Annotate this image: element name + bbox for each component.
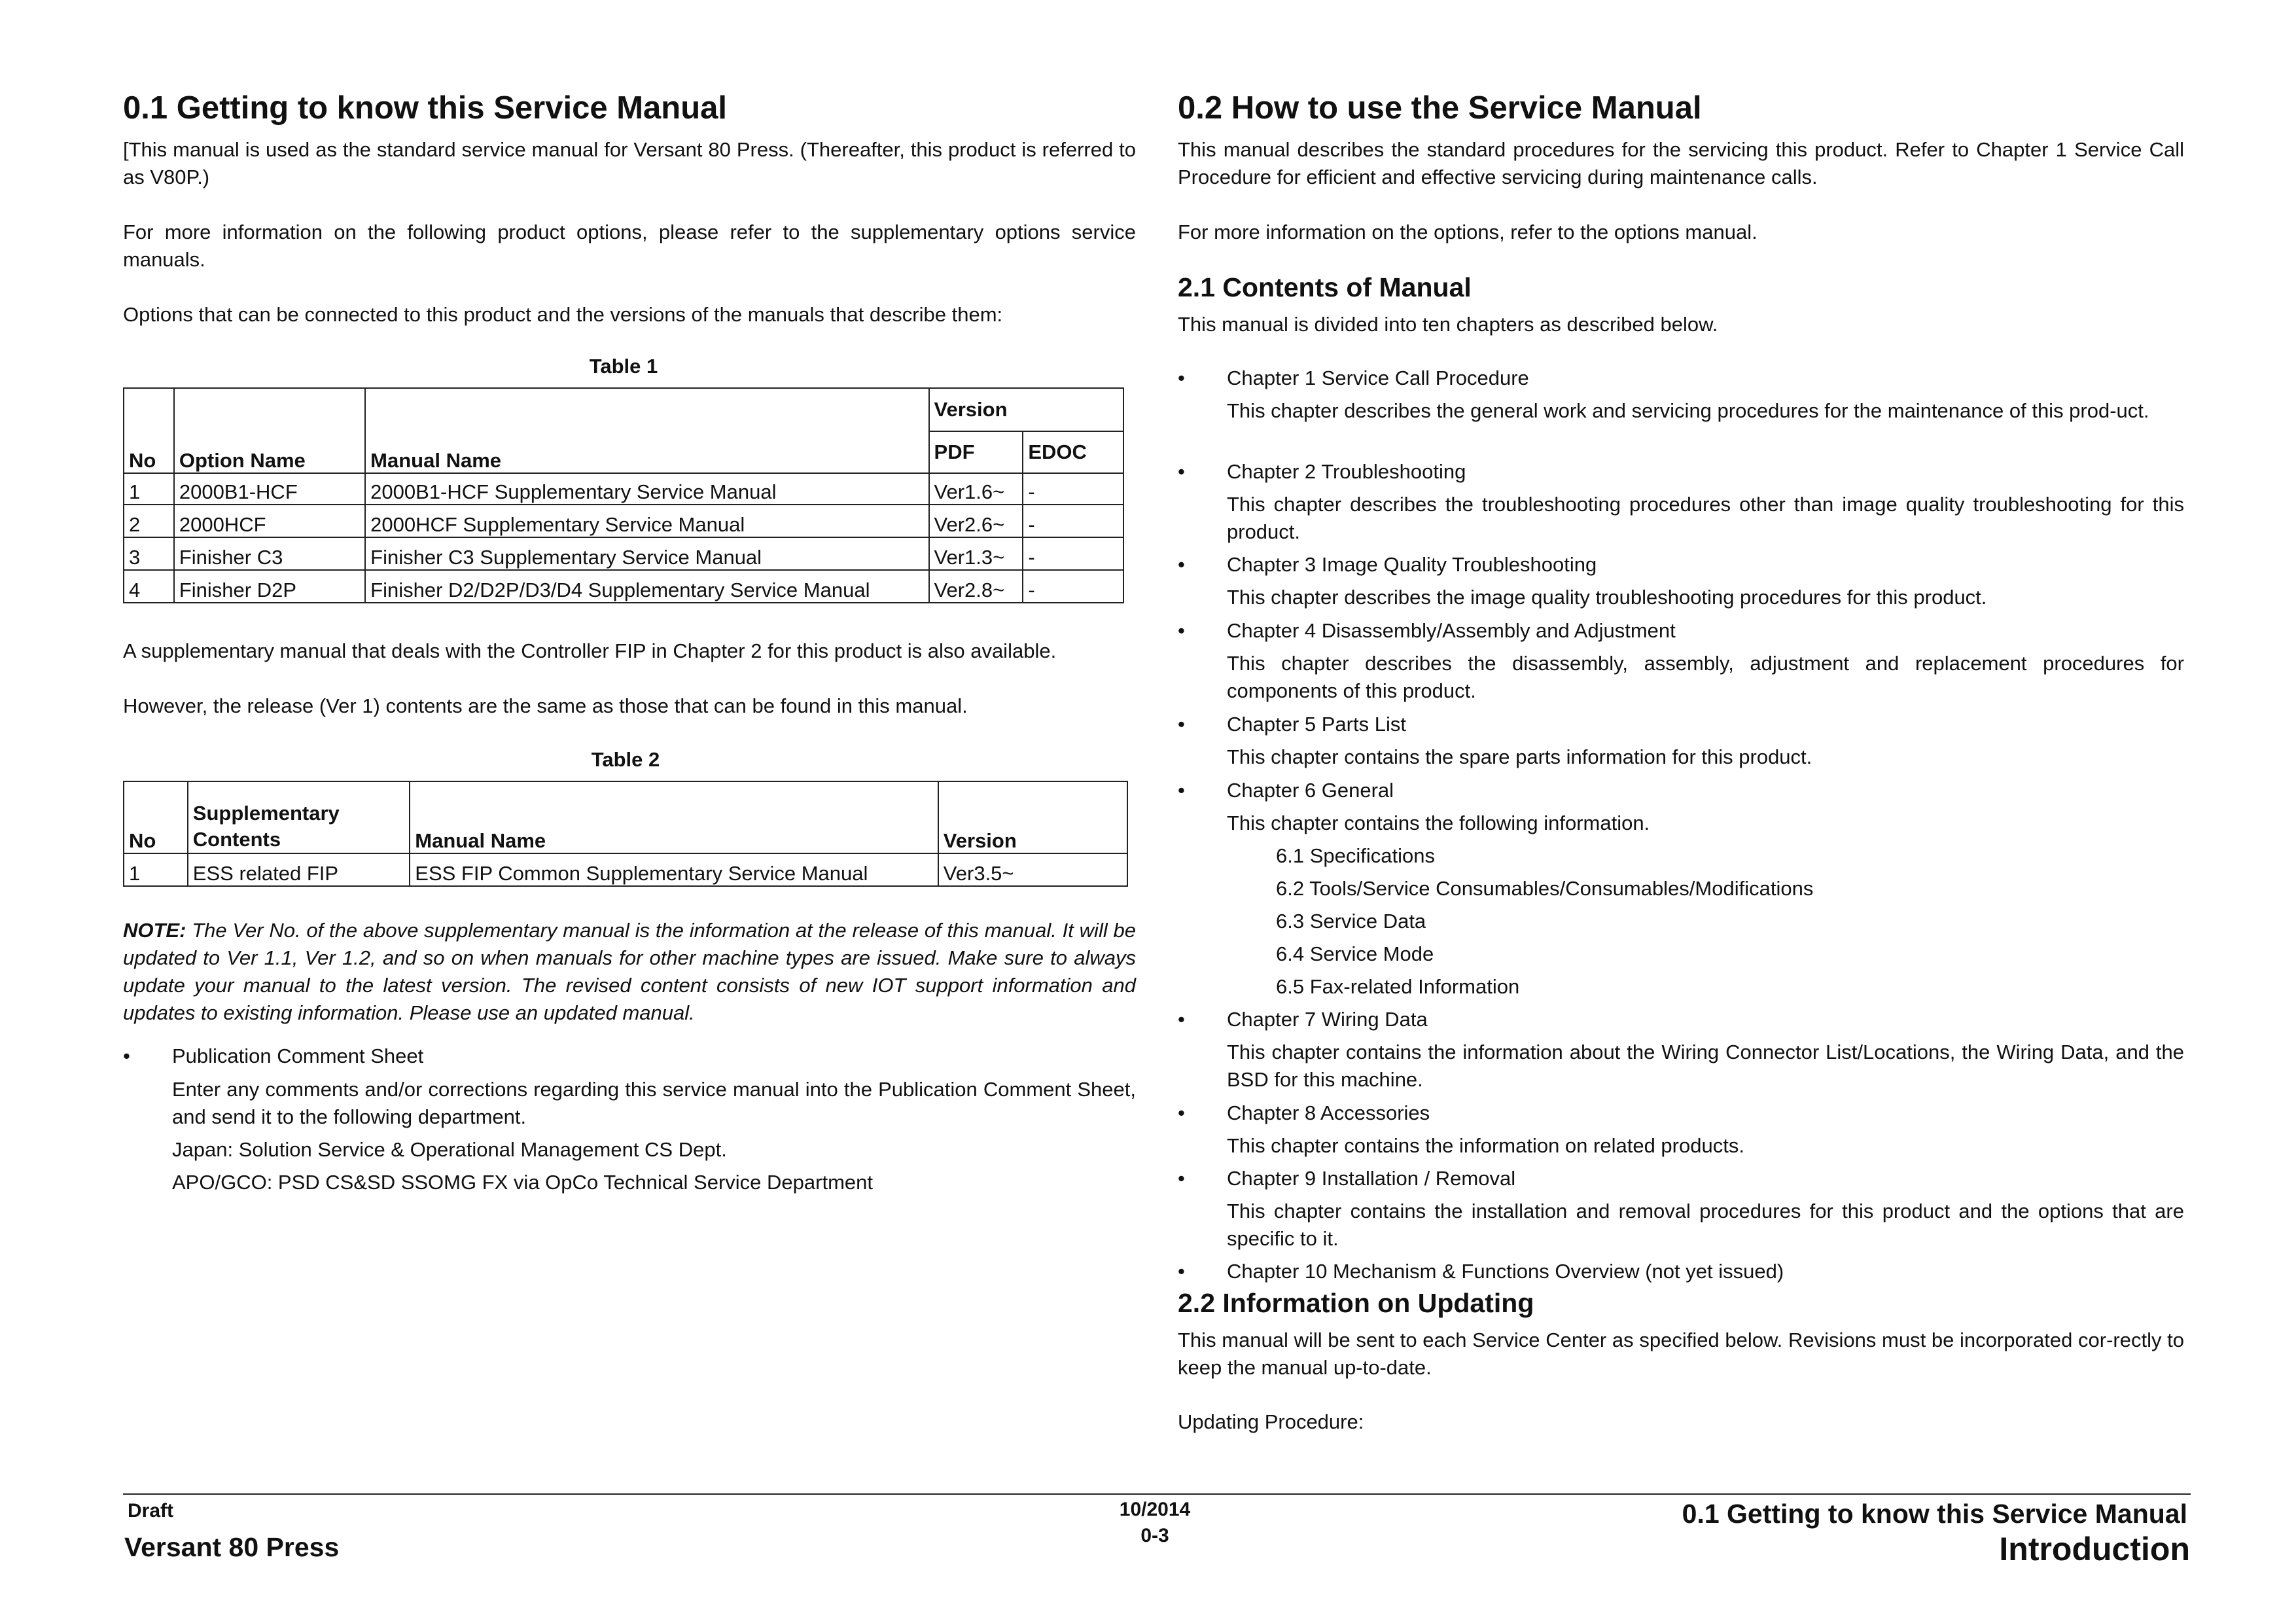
chapter-4-item bbox=[1178, 617, 1676, 645]
cell-manual: Finisher C3 Supplementary Service Manual bbox=[365, 537, 928, 570]
cell-pdf: Ver1.3~ bbox=[929, 537, 1023, 570]
col-header-contents-line1: Supplementary bbox=[192, 802, 340, 825]
col-header-manual: Manual Name bbox=[365, 388, 928, 473]
ch6-item: 6.1 Specifications bbox=[1276, 844, 1435, 867]
note-text: The Ver No. of the above supplementary manual is the information at the release of this manual. It will be updated to Ver 1.1, Ver 1.2, and so on when manuals for other machine types are issued. Make sure to always update your manual to the latest version. The revised content consists of new IOT support information and updates to existing information. Please use an updated manual. bbox=[123, 919, 1136, 1024]
bullet-dot: • bbox=[1178, 779, 1185, 802]
cell-edoc: - bbox=[1023, 505, 1123, 537]
chapter-3-item bbox=[1178, 551, 1597, 579]
bullet-apo: APO/GCO: PSD CS&SD SSOMG FX via OpCo Technical Service Department bbox=[172, 1171, 873, 1194]
chapter-7-desc: This chapter contains the information about the Wiring Connector List/Locations, the Wiring Data, and the BSD for this machine. bbox=[1227, 1041, 2184, 1091]
ch6-item: 6.5 Fax-related Information bbox=[1276, 975, 1520, 998]
chapter-10-item bbox=[1178, 1258, 1784, 1285]
chapter-2-item bbox=[1178, 458, 1466, 486]
chapter-6-desc: This chapter contains the following information. bbox=[1227, 812, 1650, 834]
chapter-5-desc: This chapter contains the spare parts information for this product. bbox=[1227, 745, 1812, 768]
cell-pdf: Ver2.6~ bbox=[929, 505, 1023, 537]
chapter-title: Chapter 4 Disassembly/Assembly and Adjustment bbox=[1227, 619, 1676, 642]
bullet-dot: • bbox=[1178, 1260, 1185, 1283]
col-header-version: Version bbox=[929, 388, 1123, 431]
table-row bbox=[124, 505, 1123, 537]
cell-manual: 2000B1-HCF Supplementary Service Manual bbox=[365, 473, 928, 505]
updating-procedure-label: Updating Procedure: bbox=[1178, 1410, 1364, 1433]
col-header-contents bbox=[188, 781, 410, 853]
chapter-6-item bbox=[1178, 777, 1394, 804]
col-header-no: No bbox=[124, 388, 174, 473]
bullet-dot: • bbox=[1178, 1101, 1185, 1124]
options-table bbox=[123, 387, 1124, 603]
table-row bbox=[124, 473, 1123, 505]
options-paragraph: For more information on the following product options, please refer to the supplementary options service manuals. bbox=[123, 221, 1136, 271]
chapter-8-desc: This chapter contains the information on related products. bbox=[1227, 1134, 1744, 1157]
chapter-title: Chapter 3 Image Quality Troubleshooting bbox=[1227, 553, 1597, 576]
bullet-dot: • bbox=[1178, 619, 1185, 642]
chapter-9-desc: This chapter contains the installation and removal procedures for this product and the options that are specific to it. bbox=[1227, 1200, 2184, 1250]
cell-pdf: Ver1.6~ bbox=[929, 473, 1023, 505]
footer-rule bbox=[123, 1493, 2191, 1495]
bullet-dot: • bbox=[1178, 1167, 1185, 1190]
cell-option: Finisher C3 bbox=[174, 537, 365, 570]
updating-paragraph: This manual will be sent to each Service Center as specified below. Revisions must be incorporated cor-rectly to keep the manual up-to-date. bbox=[1178, 1329, 2184, 1379]
chapter-title: Chapter 7 Wiring Data bbox=[1227, 1008, 1428, 1031]
bullet-dot: • bbox=[1178, 1008, 1185, 1031]
chapter-title: Chapter 6 General bbox=[1227, 779, 1394, 802]
footer-chapter-title: Introduction bbox=[1999, 1531, 2190, 1567]
chapter-title: Chapter 1 Service Call Procedure bbox=[1227, 366, 1529, 389]
cell-option: 2000HCF bbox=[174, 505, 365, 537]
footer-product: Versant 80 Press bbox=[124, 1532, 340, 1562]
ch6-item: 6.3 Service Data bbox=[1276, 910, 1426, 933]
cell-option: 2000B1-HCF bbox=[174, 473, 365, 505]
cell-manual: ESS FIP Common Supplementary Service Manual bbox=[410, 853, 938, 886]
chapter-8-item bbox=[1178, 1099, 1430, 1127]
section-0-2-heading: 0.2 How to use the Service Manual bbox=[1178, 90, 1702, 126]
bullet-dot: • bbox=[1178, 713, 1185, 736]
cell-option: Finisher D2P bbox=[174, 570, 365, 603]
cell-edoc: - bbox=[1023, 570, 1123, 603]
bullet-body: Enter any comments and/or corrections regarding this service manual into the Publication Comment Sheet, and send it to the following department. bbox=[172, 1078, 1136, 1128]
chapter-title: Chapter 2 Troubleshooting bbox=[1227, 460, 1466, 483]
chapter-1-desc: This chapter describes the general work and servicing procedures for the maintenance of this prod-uct. bbox=[1227, 399, 2149, 422]
chapters-intro: This manual is divided into ten chapters as described below. bbox=[1178, 313, 1718, 336]
chapter-2-desc: This chapter describes the troubleshooting procedures other than image quality troubleshooting for this product. bbox=[1227, 493, 2184, 543]
bullet-publication-comment bbox=[123, 1043, 1136, 1070]
footer-page-number: 0-3 bbox=[1140, 1525, 1169, 1546]
cell-no: 3 bbox=[124, 537, 174, 570]
bullet-dot: • bbox=[1178, 366, 1185, 389]
section-2-2-heading: 2.2 Information on Updating bbox=[1178, 1288, 1534, 1318]
chapter-3-desc: This chapter describes the image quality troubleshooting procedures for this product. bbox=[1227, 586, 1987, 609]
chapter-title: Chapter 9 Installation / Removal bbox=[1227, 1167, 1516, 1190]
bullet-japan: Japan: Solution Service & Operational Management CS Dept. bbox=[172, 1138, 727, 1161]
chapter-5-item bbox=[1178, 711, 1406, 738]
note-paragraph bbox=[123, 917, 1136, 1027]
chapter-1-item bbox=[1178, 365, 1529, 392]
cell-edoc: - bbox=[1023, 537, 1123, 570]
table1-caption: Table 1 bbox=[589, 355, 658, 378]
bullet-title: Publication Comment Sheet bbox=[172, 1044, 424, 1067]
chapter-7-item bbox=[1178, 1006, 1428, 1033]
supplementary-table bbox=[123, 781, 1128, 887]
ch6-item: 6.2 Tools/Service Consumables/Consumables/Modifications bbox=[1276, 877, 1814, 900]
cell-manual: 2000HCF Supplementary Service Manual bbox=[365, 505, 928, 537]
cell-no: 1 bbox=[124, 473, 174, 505]
cell-no: 1 bbox=[124, 853, 188, 886]
intro-paragraph: [This manual is used as the standard service manual for Versant 80 Press. (Thereafter, this product is referred to as V80P.) bbox=[123, 138, 1136, 188]
col-header-edoc: EDOC bbox=[1023, 431, 1123, 473]
col-header-pdf: PDF bbox=[929, 431, 1023, 473]
cell-edoc: - bbox=[1023, 473, 1123, 505]
section-2-1-heading: 2.1 Contents of Manual bbox=[1178, 272, 1472, 302]
release-paragraph: However, the release (Ver 1) contents are the same as those that can be found in this manual. bbox=[123, 694, 968, 717]
table-row bbox=[124, 853, 1127, 886]
col-header-version: Version bbox=[938, 781, 1127, 853]
bullet-dot: • bbox=[1178, 460, 1185, 483]
cell-manual: Finisher D2/D2P/D3/D4 Supplementary Service Manual bbox=[365, 570, 928, 603]
table-row bbox=[124, 537, 1123, 570]
note-label: NOTE: bbox=[123, 919, 186, 942]
col-header-contents-line2: Contents bbox=[192, 828, 281, 851]
bullet-dot: • bbox=[123, 1044, 130, 1067]
how-to-paragraph: This manual describes the standard procedures for the servicing this product. Refer to Chapter 1 Service Call Procedure for efficient and effective servicing during maintenance calls. bbox=[1178, 138, 2184, 188]
col-header-option: Option Name bbox=[174, 388, 365, 473]
chapter-4-desc: This chapter describes the disassembly, assembly, adjustment and replacement procedures for components of this product. bbox=[1227, 652, 2184, 702]
bullet-dot: • bbox=[1178, 553, 1185, 576]
options-manual-paragraph: For more information on the options, refer to the options manual. bbox=[1178, 221, 1757, 243]
chapter-title: Chapter 8 Accessories bbox=[1227, 1101, 1430, 1124]
section-0-1-heading: 0.1 Getting to know this Service Manual bbox=[123, 90, 728, 126]
chapter-title: Chapter 10 Mechanism & Functions Overview (not yet issued) bbox=[1227, 1260, 1784, 1283]
cell-contents: ESS related FIP bbox=[188, 853, 410, 886]
table-row bbox=[124, 570, 1123, 603]
ch6-item: 6.4 Service Mode bbox=[1276, 942, 1434, 965]
cell-pdf: Ver2.8~ bbox=[929, 570, 1023, 603]
controller-fip-paragraph: A supplementary manual that deals with the Controller FIP in Chapter 2 for this product is also available. bbox=[123, 639, 1057, 662]
cell-no: 2 bbox=[124, 505, 174, 537]
cell-version: Ver3.5~ bbox=[938, 853, 1127, 886]
chapter-9-item bbox=[1178, 1165, 1516, 1192]
cell-no: 4 bbox=[124, 570, 174, 603]
options-list-intro: Options that can be connected to this product and the versions of the manuals that describe them: bbox=[123, 303, 1003, 326]
footer-section-title: 0.1 Getting to know this Service Manual bbox=[1682, 1499, 2187, 1529]
table2-caption: Table 2 bbox=[591, 748, 660, 771]
col-header-no: No bbox=[124, 781, 188, 853]
footer-date: 10/2014 bbox=[1119, 1499, 1191, 1520]
col-header-manual: Manual Name bbox=[410, 781, 938, 853]
chapter-title: Chapter 5 Parts List bbox=[1227, 713, 1406, 736]
footer-draft: Draft bbox=[128, 1500, 174, 1522]
